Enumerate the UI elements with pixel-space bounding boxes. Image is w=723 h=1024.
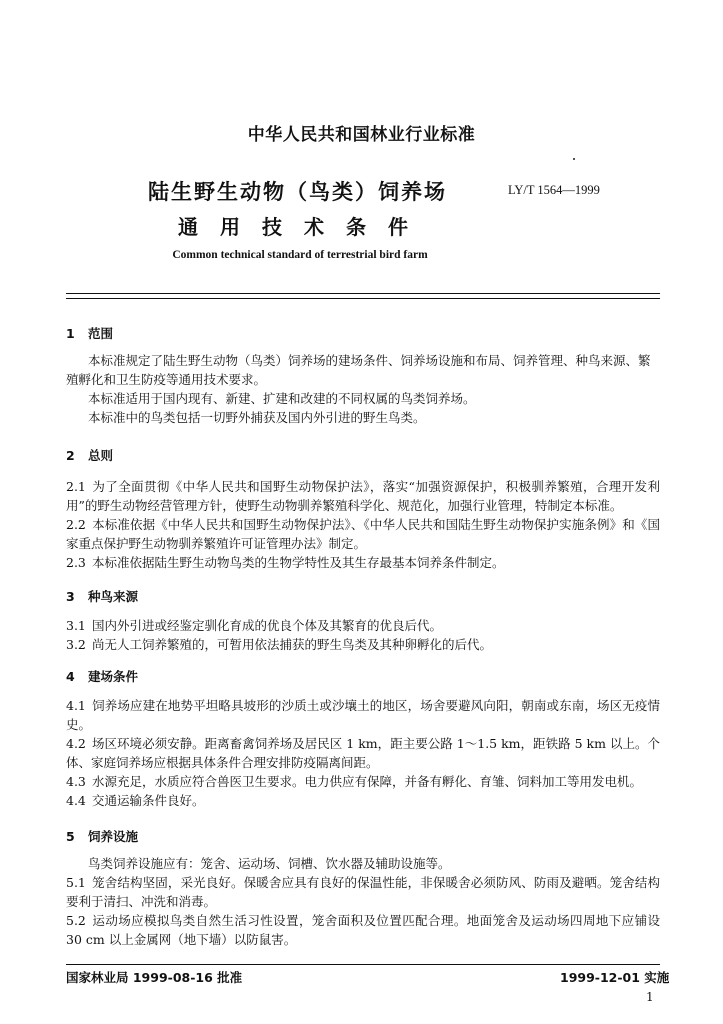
page-number: 1 [646,990,654,1004]
clause-number: 4.2 [66,736,86,751]
implementation-date: 1999-12-01 实施 [560,970,670,985]
section-number: 5 [66,829,75,844]
paragraph: 本标准规定了陆生野生动物（鸟类）饲养场的建场条件、饲养场设施和布局、饲养管理、种鸟来源、繁殖孵化和卫生防疫等通用技术要求。 [66,353,651,387]
section-number: 1 [66,326,75,341]
english-title: Common technical standard of terrestrial bird farm [172,249,428,261]
paragraph: 本标准中的鸟类包括一切野外捕获及国内外引进的野生鸟类。 [88,410,426,425]
clause-text: 为了全面贯彻《中华人民共和国野生动物保护法》，落实“加强资源保护，积极驯养繁殖，合理开发利用”的野生动物经营管理方针，使野生动物驯养繁殖科学化、规范化，加强行业管理，特制定本标准。 [66,479,660,513]
clause [66,873,660,911]
clause-text: 饲养场应建在地势平坦略具坡形的沙质土或沙壤土的地区，场舍要避风向阳，朝南或东南，场区无疫情史。 [66,698,660,732]
clause-number: 4.1 [66,698,86,713]
header-divider-thick [66,293,660,294]
section-heading [66,587,660,606]
clause [66,515,660,553]
clause-number: 3.2 [66,637,86,652]
paragraph: 本标准适用于国内现有、新建、扩建和改建的不同权属的鸟类饲养场。 [88,391,476,406]
section-number: 3 [66,589,75,604]
clause-text: 笼舍结构坚固，采光良好。保暖舍应具有良好的保温性能，非保暖舍必须防风、防雨及避晒。笼舍结构要利于清扫、冲洗和消毒。 [66,875,660,909]
section-number: 2 [66,448,75,463]
clause [66,696,660,734]
section-heading [66,446,660,465]
section-site-conditions [66,667,660,810]
footer-divider [66,964,660,965]
clause-number: 4.3 [66,774,86,789]
document-title: 陆生野生动物（鸟类）饲养场 [148,180,447,204]
paragraph: 鸟类饲养设施应有：笼舍、运动场、饲槽、饮水器及辅助设施等。 [88,856,451,871]
section-title: 范围 [88,326,114,341]
section-title: 总则 [88,448,114,463]
section-heading [66,324,660,343]
document-subtitle: 通用技术条件 [178,215,430,239]
clause-number: 2.3 [66,555,86,570]
section-heading [66,667,660,686]
clause-number: 2.1 [66,479,86,494]
section-title: 饲养设施 [88,829,139,844]
clause-text: 本标准依据《中华人民共和国野生动物保护法》、《中华人民共和国陆生野生动物保护实施条例》和《国家重点保护野生动物驯养繁殖许可证管理办法》制定。 [66,517,660,551]
clause [66,635,660,654]
section-number: 4 [66,669,75,684]
clause-number: 4.4 [66,793,86,808]
section-heading [66,827,660,846]
clause-number: 5.1 [66,875,86,890]
standard-code: LY/T 1564—1999 [508,183,600,197]
clause-text: 尚无人工饲养繁殖的，可暂用依法捕获的野生鸟类及其种卵孵化的后代。 [92,637,493,652]
section-title: 建场条件 [88,669,139,684]
clause-text: 水源充足，水质应符合兽医卫生要求。电力供应有保障，并备有孵化、育雏、饲料加工等用发电机。 [92,774,643,789]
section-feeding-facilities [66,827,660,949]
clause [66,911,660,949]
clause [66,477,660,515]
clause-number: 2.2 [66,517,86,532]
clause-number: 5.2 [66,913,86,928]
clause-text: 运动场应模拟鸟类自然生活习性设置，笼舍面积及位置匹配合理。地面笼舍及运动场四周地下应铺设 30 cm 以上金属网（地下墙）以防鼠害。 [66,913,660,947]
clause-text: 本标准依据陆生野生动物鸟类的生物学特性及其生存最基本饲养条件制定。 [92,555,505,570]
clause-text: 场区环境必须安静。距离畜禽饲养场及居民区 1 km，距主要公路 1～1.5 km，距铁路 5 km 以上。个体、家庭饲养场应根据具体条件合理安排防疫隔离间距。 [66,736,660,770]
section-title: 种鸟来源 [88,589,139,604]
clause [66,553,660,572]
clause-text: 国内外引进或经鉴定驯化育成的优良个体及其繁育的优良后代。 [92,618,443,633]
section-general-principles [66,446,660,572]
clause [66,734,660,772]
clause [66,791,660,810]
clause [66,772,660,791]
clause-number: 3.1 [66,618,86,633]
issuing-organization-header: 中华人民共和国林业行业标准 [247,125,476,145]
header-divider-thin [66,298,660,299]
section-scope [66,324,660,427]
clause-text: 交通运输条件良好。 [92,793,205,808]
scan-speck [573,158,575,160]
section-breeding-stock-source [66,587,660,654]
approval-date: 国家林业局 1999-08-16 批准 [66,970,243,985]
clause [66,616,660,635]
